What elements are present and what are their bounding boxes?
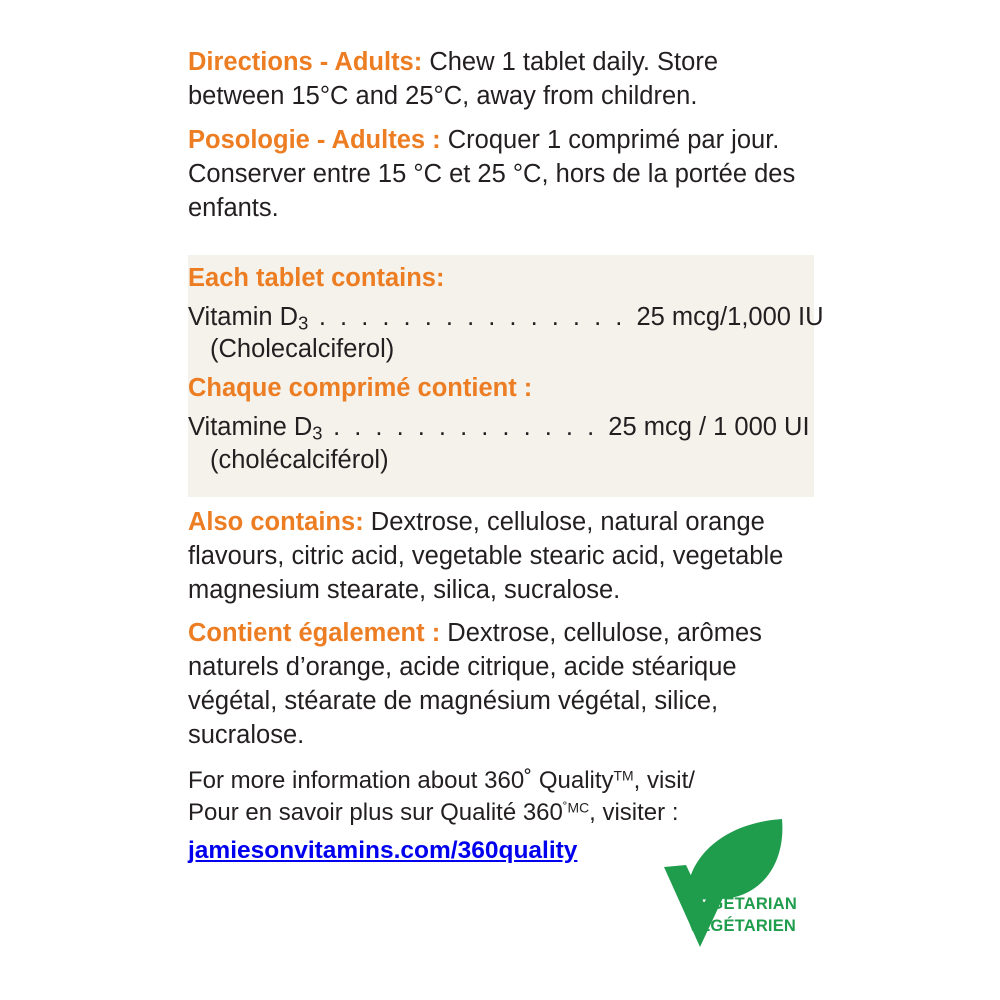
nutrient-name-english: Vitamin $D_3$ bbox=[188, 303, 309, 334]
nutrient-row-french bbox=[188, 411, 814, 445]
nutrient-amount-english: 25 mcg/1,000 IU bbox=[636, 303, 824, 331]
directions-section bbox=[188, 46, 814, 236]
also-contains-french-label: Contient également : bbox=[188, 619, 441, 647]
trademark-symbol-french: ˚MC bbox=[562, 799, 590, 816]
trademark-symbol-english: TM bbox=[613, 767, 634, 784]
supplement-facts-content bbox=[188, 264, 824, 485]
more-info-french-line: Pour en savoir plus sur Qualité $360^{˚MC}$, visiter : bbox=[188, 799, 679, 827]
nutrient-name-french: Vitamine $D_3$ bbox=[188, 413, 323, 445]
nutrient-subscript-english: 3 bbox=[298, 312, 309, 334]
facts-heading-english: Each tablet contains: bbox=[188, 264, 445, 292]
nutrient-source-english: (Cholecalciferol) bbox=[210, 335, 395, 364]
also-contains-english-label: Also contains: bbox=[188, 508, 364, 536]
directions-french-text: Croquer 1 comprimé par jour. Conserver entre 15 °C et 25 °C, hors de la portée des enfants. bbox=[188, 125, 796, 222]
more-info-english-line: For more information about 360˚ Quality™, visit/ bbox=[188, 767, 695, 794]
directions-english-label: Directions - Adults: bbox=[188, 48, 423, 76]
quality-url-link[interactable]: jamiesonvitamins.com/360quality bbox=[188, 836, 578, 864]
also-contains-english bbox=[188, 506, 814, 608]
directions-english bbox=[188, 46, 814, 114]
leaf-checkmark-icon bbox=[630, 815, 810, 965]
vegetarian-label-english: VEGETARIAN bbox=[688, 895, 797, 913]
also-contains-french bbox=[188, 617, 814, 753]
directions-french bbox=[188, 124, 814, 226]
nutrient-source-french: (cholécalciférol) bbox=[210, 445, 389, 474]
nutrient-subscript-french: 3 bbox=[312, 423, 323, 445]
nutrient-dots-english: . . . . . . . . . . . . . . . bbox=[308, 303, 637, 331]
vegetarian-logo bbox=[630, 815, 810, 965]
vegetarian-label-french: VÉGÉTARIEN bbox=[688, 917, 797, 936]
directions-english-text: Chew 1 tablet daily. Store between 15°C and 25°C, away from children. bbox=[188, 48, 718, 110]
nutrient-dots-french: . . . . . . . . . . . . . bbox=[322, 413, 609, 442]
also-contains-french-text: Dextrose, cellulose, arômes naturels d’orange, acide citrique, acide stéarique végétal, stéarate de magnésium végétal, silice, sucralose. bbox=[188, 619, 762, 749]
directions-french-label: Posologie - Adultes : bbox=[188, 125, 441, 154]
vegetarian-logo-text bbox=[688, 893, 797, 938]
nutrient-row-english bbox=[188, 301, 824, 335]
facts-heading-french: Chaque comprimé contient : bbox=[188, 374, 533, 403]
also-contains-english-text: Dextrose, cellulose, natural orange flavours, citric acid, vegetable stearic acid, vegetable magnesium stearate, silica, sucralose. bbox=[188, 508, 784, 604]
nutrient-amount-french: 25 mcg / 1 000 UI bbox=[608, 413, 810, 442]
